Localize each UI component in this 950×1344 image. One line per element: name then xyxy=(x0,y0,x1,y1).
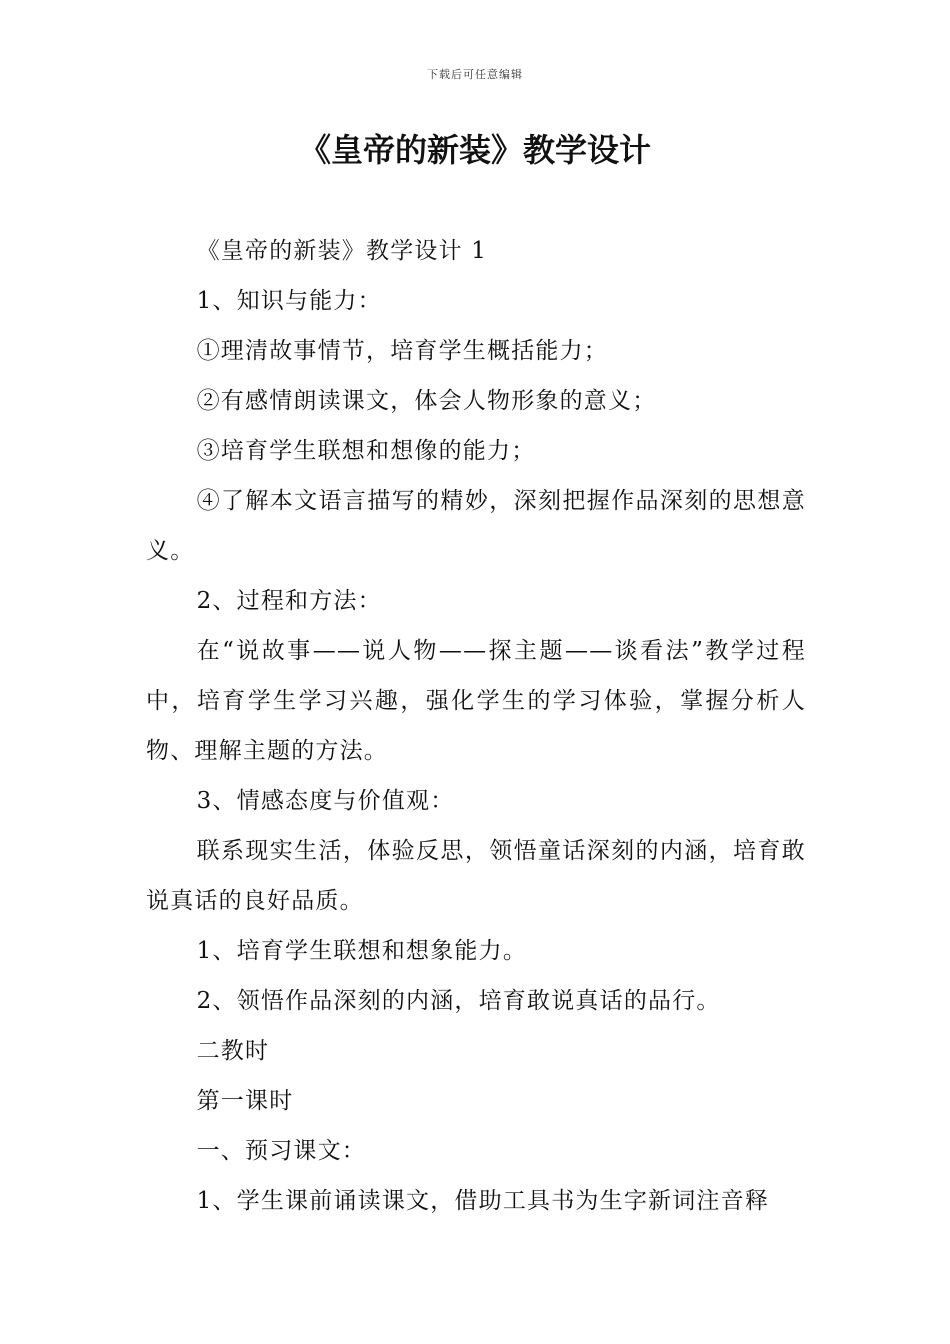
paragraph: 3、情感态度与价值观： xyxy=(196,788,455,814)
paragraph: 2、过程和方法： xyxy=(196,588,382,614)
paragraph: 二教时 xyxy=(196,1038,270,1064)
paragraph: ②有感情朗读课文，体会人物形象的意义； xyxy=(196,388,657,414)
document-title: 《皇帝的新装》教学设计 xyxy=(298,131,651,169)
document-body xyxy=(146,226,806,1226)
paragraph: ③培育学生联想和想像的能力； xyxy=(196,438,536,464)
paragraph: 第一课时 xyxy=(196,1088,294,1114)
paragraph: 《皇帝的新装》教学设计 1 xyxy=(196,238,488,264)
paragraph: 一、预习课文： xyxy=(196,1138,366,1164)
paragraph: 2、领悟作品深刻的内涵，培育敢说真话的品行。 xyxy=(196,988,721,1014)
paragraph: 联系现实生活，体验反思，领悟童话深刻的内涵，培育敢说真话的良好品质。 xyxy=(146,838,806,914)
paragraph: 1、学生课前诵读课文，借助工具书为生字新词注音释 xyxy=(196,1188,770,1214)
paragraph: ①理清故事情节，培育学生概括能力； xyxy=(196,338,608,364)
paragraph: 1、知识与能力： xyxy=(196,288,382,314)
paragraph: 1、培育学生联想和想象能力。 xyxy=(196,938,528,964)
paragraph: ④了解本文语言描写的精妙，深刻把握作品深刻的思想意义。 xyxy=(146,488,806,564)
paragraph: 在“说故事——说人物——探主题——谈看法”教学过程中，培育学生学习兴趣，强化学生的学习体验，掌握分析人物、理解主题的方法。 xyxy=(146,638,806,764)
header-note: 下载后可任意编辑 xyxy=(427,68,523,81)
